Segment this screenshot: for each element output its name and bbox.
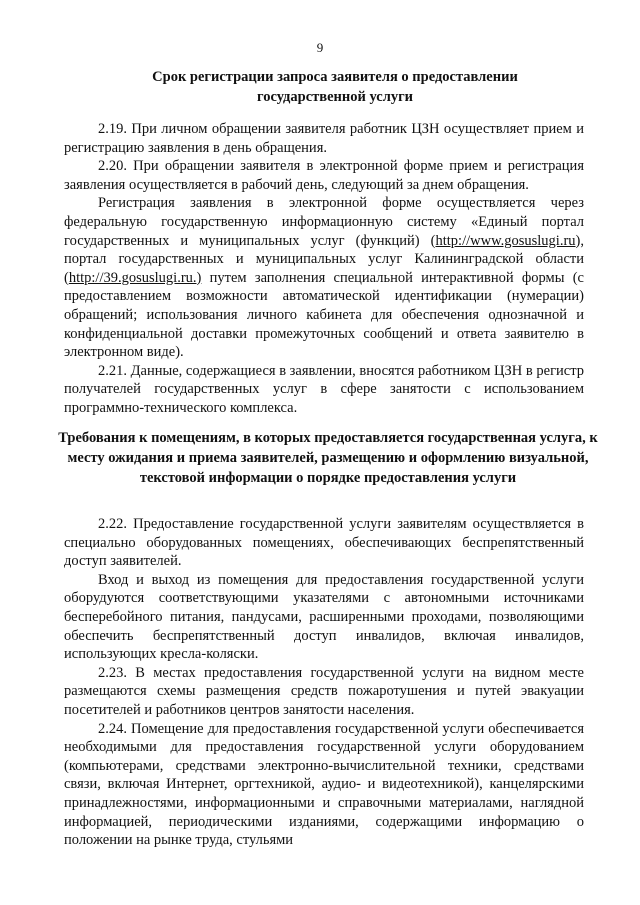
paragraph-2-20: 2.20. При обращении заявителя в электронной форме прием и регистрация заявления осуществляется в рабочий день, следующий за днем обращения. xyxy=(64,158,584,193)
section-heading-registration-term: Срок регистрации запроса заявителя о предоставлении государственной услуги xyxy=(152,69,518,105)
paragraph-text: путем заполнения специальной интерактивной формы (с предоставлением возможности автоматической идентификации (нумерации) обращений; использования личного кабинета для обеспечения однозначной и конфиденциальной доставки промежуточных сообщений и ответа заявителю в электронном виде). xyxy=(64,269,584,361)
link-gosuslugi[interactable]: http://www.gosuslugi.ru xyxy=(435,232,576,249)
paragraph-text: ), портал государственных и муниципальных услуг Калининградской области ( xyxy=(64,232,584,286)
paragraph-electronic-registration xyxy=(64,194,584,361)
section-heading-premises-requirements: Требования к помещениям, в которых предоставляется государственная услуга, к месту ожидания и приема заявителей, размещению и оформлению визуальной, текстовой информации о порядке предоставления услуги xyxy=(58,430,598,486)
paragraph-2-23: 2.23. В местах предоставления государственной услуги на видном месте размещаются схемы размещения средств пожаротушения и путей эвакуации посетителей и работников центров занятости населения. xyxy=(64,664,584,718)
paragraph-2-22: 2.22. Предоставление государственной услуги заявителям осуществляется в специально оборудованных помещениях, обеспечивающих беспрепятственный доступ заявителей. xyxy=(64,516,584,570)
paragraph-entrance-exit: Вход и выход из помещения для предоставления государственной услуги оборудуются соответствующими указателями с автономными источниками бесперебойного питания, пандусами, расширенными проходами, позволяющими обеспечить беспрепятственный доступ инвалидов, включая инвалидов, использующих кресла-коляски. xyxy=(64,571,584,663)
section-premises-body xyxy=(64,515,584,850)
paragraph-2-24: 2.24. Помещение для предоставления государственной услуги обеспечивается необходимыми для предоставления государственной услуги оборудованием (компьютерами, средствами электронно-вычислительной техники, средствами связи, включая Интернет, оргтехникой, аудио- и видеотехникой), канцелярскими принадлежностями, информационными и справочными материалами, наглядной информацией, периодическими изданиями, содержащими информацию о положении на рынке труда, стульями xyxy=(64,720,584,849)
paragraph-2-19: 2.19. При личном обращении заявителя работник ЦЗН осуществляет прием и регистрацию заявления в день обращения. xyxy=(64,121,584,156)
paragraph-2-21: 2.21. Данные, содержащиеся в заявлении, вносятся работником ЦЗН в регистр получателей государственных услуг в сфере занятости с использованием программно-технического комплекса. xyxy=(64,362,584,416)
paragraph-text: Регистрация заявления в электронной форме осуществляется через федеральную государственную информационную систему «Единый портал государственных и муниципальных услуг (функций) ( xyxy=(64,195,584,249)
section-registration-body xyxy=(64,120,584,418)
link-39-gosuslugi[interactable]: http://39.gosuslugi.ru.) xyxy=(68,269,202,286)
page-number: 9 xyxy=(316,40,324,55)
